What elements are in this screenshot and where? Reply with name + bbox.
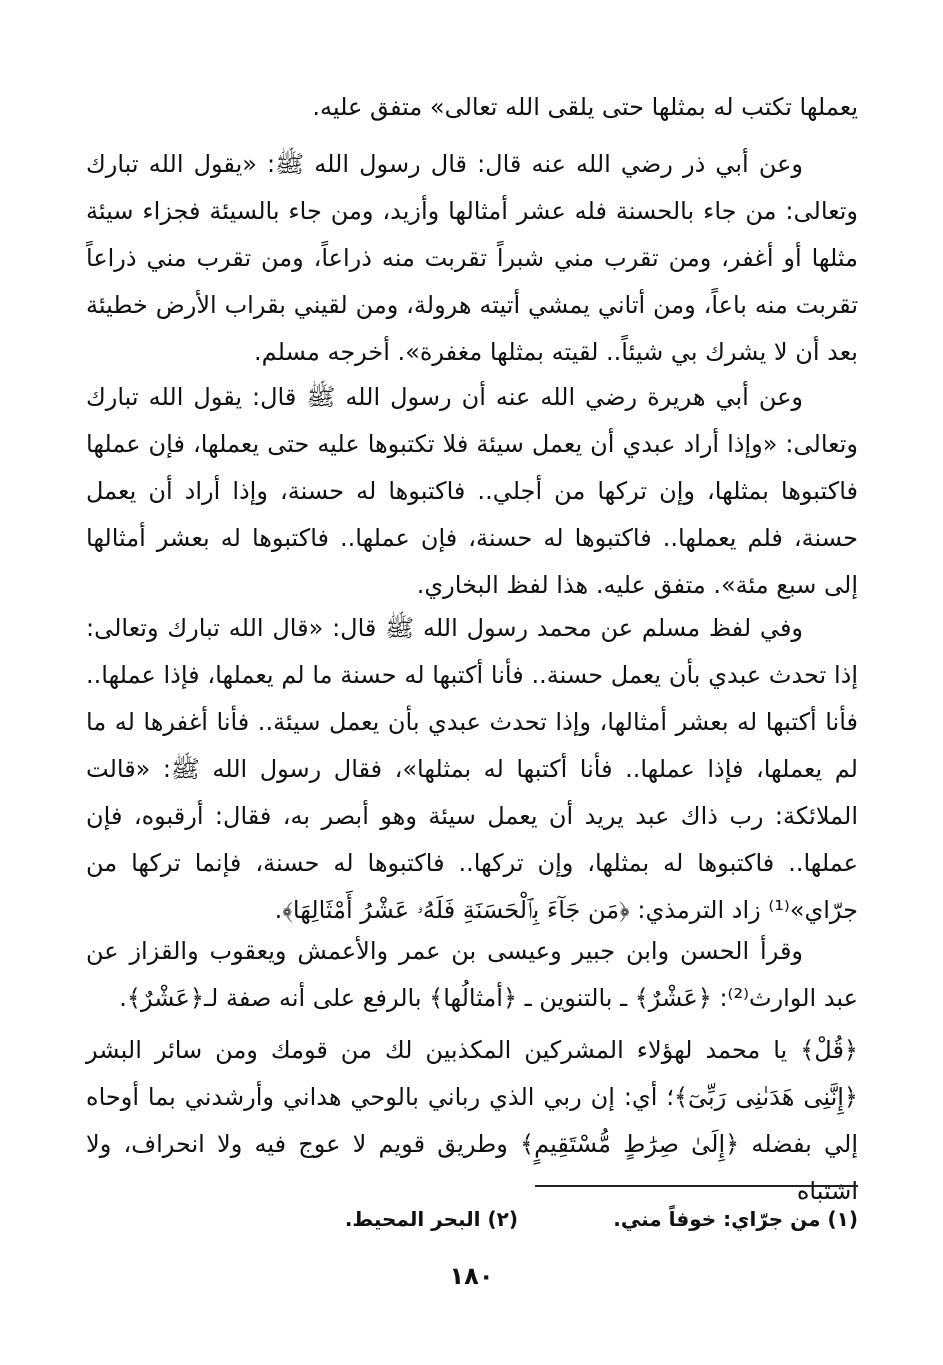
paragraph-qiraat — [86, 928, 858, 1022]
footnote-divider — [535, 1185, 858, 1187]
footnote-2: (٢) البحر المحيط. — [344, 1207, 518, 1231]
paragraph-muslim-wording — [86, 605, 858, 934]
paragraph-text: وفي لفظ مسلم عن محمد رسول الله ﷺ قال: «قال الله تبارك وتعالى: إذا تحدث عبدي بأن يعمل حسنة.. فأنا أكتبها له حسنة ما لم يعملها، فإذا عملها.. فأنا أكتبها له بعشر أمثالها، وإذا تحدث عبدي بأن يعمل سيئة.. فأنا أغفرها له ما لم يعملها، فإذا عملها.. فأنا أكتبها له بمثلها»، فقال رسول الله ﷺ: «قالت الملائكة: رب ذاك عبد يريد أن يعمل سيئة وهو أبصر به، فقال: أرقبوه، فإن عملها.. فاكتبوها له بمثلها، وإن تركها.. فاكتبوها له حسنة، فإنما تركها من جرّاي»⁽¹⁾ زاد الترمذي: ﴿مَن جَآءَ بِٱلْحَسَنَةِ فَلَهُۥ عَشْرُ أَمْثَالِهَا﴾. — [86, 614, 858, 924]
paragraph-abu-hurayra-hadith — [86, 374, 858, 609]
paragraph-abu-dhar-hadith — [86, 141, 858, 376]
paragraph-text: وعن أبي ذر رضي الله عنه قال: قال رسول الله ﷺ: «يقول الله تبارك وتعالى: من جاء بالحسنة فله عشر أمثالها وأزيد، ومن جاء بالسيئة فجزاء سيئة مثلها أو أغفر، ومن تقرب مني شبراً تقربت منه ذراعاً، ومن تقرب مني ذراعاً تقربت منه باعاً، ومن أتاني يمشي أتيته هرولة، ومن لقيني بقراب الأرض خطيئة بعد أن لا يشرك بي شيئاً.. لقيته بمثلها مغفرة». أخرجه مسلم. — [86, 150, 858, 366]
paragraph-text: وعن أبي هريرة رضي الله عنه أن رسول الله ﷺ قال: يقول الله تبارك وتعالى: «وإذا أراد عبدي أن يعمل سيئة فلا تكتبوها عليه حتى يعملها، فإن عملها فاكتبوها بمثلها، وإن تركها من أجلي.. فاكتبوها له حسنة، وإذا أراد أن يعمل حسنة، فلم يعملها.. فاكتبوها له حسنة، فإن عملها.. فاكتبوها له بعشر أمثالها إلى سبع مئة». متفق عليه. هذا لفظ البخاري. — [86, 383, 858, 599]
paragraph-text: وقرأ الحسن وابن جبير وعيسى بن عمر والأعمش ويعقوب والقزاز عن عبد الوارث⁽²⁾: ﴿عَشْرٌ﴾ ـ بالتنوين ـ ﴿أمثالُها﴾ بالرفع على أنه صفة لـ﴿عَشْرٌ﴾. — [86, 937, 858, 1012]
paragraph-text: يعملها تكتب له بمثلها حتى يلقى الله تعالى» متفق عليه. — [312, 93, 858, 121]
page-number: ١٨٠ — [449, 1262, 494, 1290]
paragraph-text: ﴿قُلْ﴾ يا محمد لهؤلاء المشركين المكذبين لك من قومك ومن سائر البشر ﴿إِنَّنِى هَدَىٰنِى رَبِّىٓ﴾؛ أي: إن ربي الذي رباني بالوحي هداني وأرشدني بما أوحاه إلي بفضله ﴿إِلَىٰ صِرَٰطٍ مُّسْتَقِيمٍ﴾ وطريق قويم لا عوج فيه ولا انحراف، ولا اشتباه — [86, 1036, 858, 1205]
paragraph-continuation — [86, 84, 858, 131]
footnote-1: (١) من جرّاي: خوفاً مني. — [613, 1207, 858, 1231]
